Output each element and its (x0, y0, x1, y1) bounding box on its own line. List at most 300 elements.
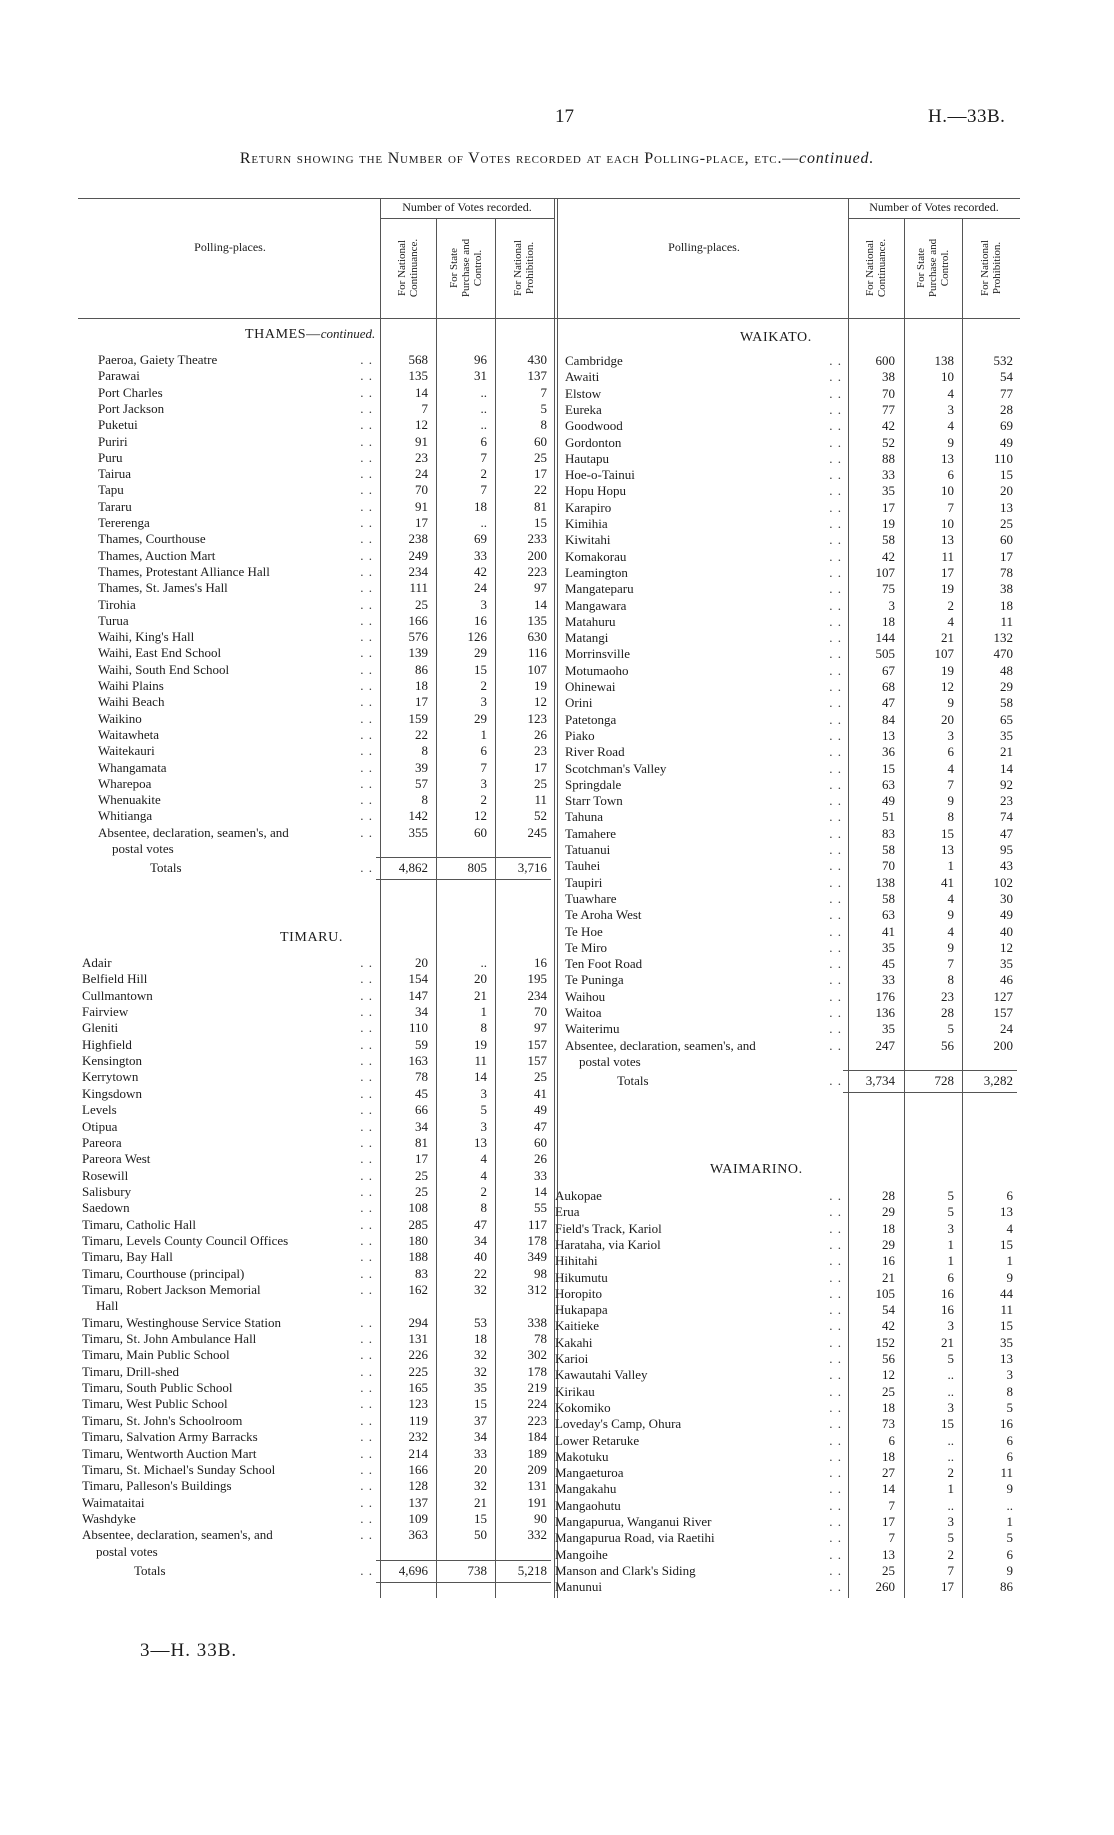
table-row (98, 515, 547, 531)
continuance-votes: 42 (882, 548, 895, 564)
table-row (82, 1396, 547, 1412)
state-control-votes: 2 (480, 792, 487, 808)
continuance-votes: 568 (408, 352, 428, 367)
prohibition-votes: 470 (993, 646, 1013, 662)
leader-dots: . . (829, 467, 842, 483)
table-row (98, 792, 547, 808)
table-row (98, 841, 547, 857)
continuance-votes: 23 (415, 449, 428, 465)
leader-dots: . . (829, 1204, 842, 1220)
leader-dots: . . (360, 449, 373, 465)
continuance-votes: 105 (875, 1285, 895, 1301)
prohibition-votes: 5 (540, 400, 547, 416)
continuance-votes: 137 (408, 1494, 428, 1510)
polling-place-name: Thames, St. James's Hall (98, 580, 228, 596)
continuance-votes: 58 (882, 842, 895, 857)
state-control-votes: 15 (474, 1510, 487, 1526)
leader-dots: . . (829, 369, 842, 385)
polling-place-name: Tapu (98, 482, 124, 498)
polling-place-name: Turua (98, 612, 129, 628)
table-row (98, 499, 547, 515)
prohibition-votes: 332 (527, 1527, 547, 1543)
waikato-totals-rule-top (843, 1070, 1017, 1071)
state-control-votes: 3 (480, 1085, 487, 1101)
state-control-votes: .. (480, 955, 487, 970)
table-row (565, 1054, 1013, 1070)
prohibition-votes: 35 (1000, 727, 1013, 743)
prohibition-votes: 9 (1006, 1481, 1013, 1497)
continuance-votes: 144 (875, 630, 895, 646)
continuance-votes: 505 (875, 646, 895, 662)
state-control-votes: 29 (474, 645, 487, 661)
prohibition-votes: 14 (534, 1183, 547, 1199)
state-control-votes: 13 (941, 450, 954, 466)
polling-place-name: Field's Track, Kariol (555, 1220, 662, 1236)
state-control-votes: 21 (474, 987, 487, 1003)
polling-place-name: Puketui (98, 417, 138, 433)
continuance-votes: 107 (875, 564, 895, 580)
polling-place-name: Saedown (82, 1200, 130, 1216)
prohibition-votes: 116 (527, 645, 547, 661)
continuance-votes: 75 (882, 581, 895, 597)
polling-place-name: Timaru, St. John Ambulance Hall (82, 1331, 257, 1347)
table-row (565, 500, 1013, 516)
continuance-votes: 18 (882, 613, 895, 629)
prohibition-votes: 18 (1000, 597, 1013, 613)
leader-dots: . . (829, 776, 842, 792)
prohibition-votes: 78 (534, 1331, 547, 1347)
table-row (82, 1135, 547, 1151)
prohibition-votes: 3,716 (517, 860, 547, 876)
polling-place-name: Morrinsville (565, 646, 630, 662)
continuance-votes: 63 (882, 907, 895, 923)
prohibition-votes: 26 (534, 726, 547, 742)
leader-dots: . . (360, 694, 373, 710)
prohibition-votes: 69 (1000, 418, 1013, 434)
state-control-votes: 4 (947, 613, 954, 629)
table-row (82, 1282, 547, 1298)
polling-place-name: postal votes (579, 1053, 641, 1069)
polling-place-name: Waihou (565, 988, 606, 1004)
continuance-votes: 70 (415, 482, 428, 498)
prohibition-votes: 49 (1000, 434, 1013, 450)
state-control-votes: 3 (480, 775, 487, 791)
state-control-votes: .. (480, 417, 487, 433)
polling-place-name: Thames, Courthouse (98, 531, 206, 547)
polling-place-name: Mangakahu (555, 1481, 617, 1497)
table-row (565, 369, 1013, 385)
continuance-votes: 25 (415, 596, 428, 612)
table-row (565, 435, 1013, 451)
prohibition-votes: 245 (527, 824, 547, 840)
leader-dots: . . (360, 515, 373, 530)
prohibition-votes: 60 (534, 1134, 547, 1150)
state-control-votes: 5 (947, 1021, 954, 1037)
continuance-votes: 238 (408, 531, 428, 547)
table-row (82, 1446, 547, 1462)
polling-place-name: Whenuakite (98, 792, 161, 808)
table-row (565, 891, 1013, 907)
prohibition-votes: 11 (1000, 1465, 1013, 1481)
table-row (565, 614, 1013, 630)
table-row (82, 1315, 547, 1331)
state-control-votes: 18 (474, 498, 487, 514)
continuance-votes: 176 (875, 988, 895, 1004)
state-control-votes: 126 (467, 629, 487, 645)
table-row (98, 825, 547, 841)
leader-dots: . . (829, 1220, 842, 1236)
continuance-votes: 131 (408, 1331, 428, 1347)
state-control-votes: 12 (474, 808, 487, 824)
prohibition-votes: 157 (527, 1053, 547, 1069)
polling-place-name: Tauhei (565, 858, 601, 874)
leader-dots: . . (829, 727, 842, 743)
leader-dots: . . (360, 1118, 373, 1134)
table-row (82, 1168, 547, 1184)
leader-dots: . . (360, 792, 373, 808)
leader-dots: . . (829, 353, 842, 368)
prohibition-votes: 1 (1006, 1253, 1013, 1269)
table-row (565, 875, 1013, 891)
leader-dots: . . (829, 890, 842, 906)
table-row (565, 809, 1013, 825)
leader-dots: . . (829, 1546, 842, 1562)
prohibition-votes: 98 (534, 1265, 547, 1281)
state-control-votes: .. (947, 1367, 954, 1383)
continuance-votes: 38 (882, 369, 895, 385)
state-control-votes: 6 (947, 744, 954, 760)
table-row (98, 385, 547, 401)
prohibition-votes: 15 (534, 515, 547, 530)
table-row (565, 549, 1013, 565)
polling-place-name: Kerrytown (82, 1069, 139, 1085)
prohibition-votes: 30 (1000, 890, 1013, 906)
state-control-votes: 3 (947, 1399, 954, 1415)
polling-place-name: Waihi, East End School (98, 645, 222, 661)
state-control-votes: 41 (941, 874, 954, 890)
continuance-votes: 20 (415, 955, 428, 970)
polling-place-name: Port Jackson (98, 400, 165, 416)
prohibition-votes: 35 (1000, 1334, 1013, 1350)
prohibition-votes: 135 (527, 612, 547, 628)
table-row (555, 1253, 1013, 1269)
continuance-votes: 18 (882, 1399, 895, 1415)
prohibition-votes: 3 (1006, 1367, 1013, 1383)
state-control-votes: 4 (480, 1151, 487, 1167)
prohibition-votes: 8 (540, 417, 547, 433)
polling-place-name: Absentee, declaration, seamen's, and (98, 824, 289, 840)
table-row (565, 483, 1013, 499)
polling-place-name: Horopito (555, 1285, 602, 1301)
leader-dots: . . (829, 1351, 842, 1366)
table-row (82, 955, 547, 971)
polling-place-name: Kiwitahi (565, 532, 611, 548)
right-votes-header: Number of Votes recorded. (869, 200, 999, 214)
table-row (565, 972, 1013, 988)
prohibition-votes: 338 (527, 1314, 547, 1330)
continuance-votes: 4,862 (398, 860, 428, 876)
polling-place-name: Starr Town (565, 793, 623, 809)
timaru-totals-rule-top (376, 1560, 551, 1561)
prohibition-votes: 47 (1000, 825, 1013, 841)
continuance-votes: 86 (415, 661, 428, 677)
leader-dots: . . (829, 1514, 842, 1529)
table-row (555, 1270, 1013, 1286)
table-row (555, 1449, 1013, 1465)
state-control-votes: 5 (947, 1530, 954, 1546)
prohibition-votes: 127 (993, 988, 1013, 1004)
continuance-votes: 600 (875, 353, 895, 368)
polling-place-name: Te Miro (565, 939, 608, 955)
polling-place-name: Komakorau (565, 548, 627, 564)
prohibition-votes: 7 (540, 384, 547, 400)
leader-dots: . . (360, 629, 373, 645)
leader-dots: . . (829, 564, 842, 580)
continuance-votes: 3,734 (865, 1073, 895, 1089)
table-row (98, 808, 547, 824)
table-row (565, 777, 1013, 793)
leader-dots: . . (360, 1380, 373, 1396)
state-control-votes: 2 (480, 678, 487, 693)
prohibition-votes: 16 (534, 955, 547, 970)
state-control-votes: 33 (474, 547, 487, 563)
timaru-totals-row (82, 1563, 547, 1579)
prohibition-votes: 12 (534, 694, 547, 710)
polling-place-name: Parawai (98, 368, 140, 384)
state-control-votes: 21 (941, 1334, 954, 1350)
polling-place-name: Whitianga (98, 808, 153, 824)
leader-dots: . . (360, 726, 373, 742)
continuance-votes: 136 (875, 1005, 895, 1020)
leader-dots: . . (829, 401, 842, 417)
continuance-votes: 88 (882, 450, 895, 466)
prohibition-votes: 49 (1000, 907, 1013, 923)
state-control-votes: 5 (480, 1102, 487, 1118)
polling-place-name: Mangaohutu (555, 1497, 621, 1513)
polling-place-name: Te Aroha West (565, 907, 642, 923)
continuance-votes: 17 (415, 694, 428, 710)
prohibition-votes: 223 (527, 563, 547, 579)
polling-place-name: Thames, Protestant Alliance Hall (98, 563, 270, 579)
prohibition-votes: 52 (534, 808, 547, 824)
continuance-votes: 58 (882, 532, 895, 548)
leader-dots: . . (360, 808, 373, 824)
polling-place-name: Waitekauri (98, 743, 155, 759)
prohibition-votes: 117 (527, 1216, 547, 1232)
continuance-votes: 285 (408, 1216, 428, 1232)
table-row (565, 402, 1013, 418)
polling-place-name: Mangapurua, Wanganui River (555, 1514, 712, 1529)
leader-dots: . . (360, 596, 373, 612)
leader-dots: . . (360, 743, 373, 759)
table-row (555, 1547, 1013, 1563)
continuance-votes: 51 (882, 809, 895, 825)
leader-dots: . . (829, 1465, 842, 1481)
prohibition-votes: 97 (534, 580, 547, 596)
leader-dots: . . (360, 971, 373, 987)
state-control-votes: 96 (474, 352, 487, 367)
state-control-votes: 20 (474, 971, 487, 987)
continuance-votes: 123 (408, 1396, 428, 1412)
prohibition-votes: 95 (1000, 842, 1013, 857)
prohibition-votes: 40 (1000, 923, 1013, 939)
table-row (82, 1298, 547, 1314)
state-control-votes: 7 (947, 1562, 954, 1578)
table-row (565, 353, 1013, 369)
waikato-totals-row (565, 1073, 1013, 1089)
state-control-votes: 32 (474, 1347, 487, 1363)
prohibition-votes: 74 (1000, 809, 1013, 825)
table-row (555, 1400, 1013, 1416)
continuance-votes: 363 (408, 1527, 428, 1543)
table-row (82, 1413, 547, 1429)
state-control-votes: 29 (474, 710, 487, 726)
continuance-votes: 63 (882, 776, 895, 792)
state-control-votes: 1 (947, 1236, 954, 1252)
polling-place-name: Mangaeturoa (555, 1465, 624, 1481)
continuance-votes: 52 (882, 434, 895, 450)
page-title (0, 150, 1114, 168)
polling-place-name: Te Puninga (565, 972, 624, 988)
leader-dots: . . (829, 956, 842, 972)
prohibition-votes: 19 (534, 678, 547, 693)
state-control-votes: 16 (941, 1285, 954, 1301)
table-row (565, 695, 1013, 711)
polling-place-name: Timaru, Robert Jackson Memorial (82, 1282, 261, 1297)
table-row (565, 516, 1013, 532)
state-control-votes: 4 (947, 923, 954, 939)
prohibition-votes: 14 (534, 596, 547, 612)
prohibition-votes: 15 (1000, 1318, 1013, 1334)
table-row (82, 1347, 547, 1363)
table-row (555, 1351, 1013, 1367)
title-suffix: continued. (799, 150, 875, 167)
state-control-votes: 3 (947, 1318, 954, 1334)
table-row (98, 368, 547, 384)
prohibition-votes: 9 (1006, 1269, 1013, 1285)
leader-dots: . . (360, 1445, 373, 1461)
polling-place-name: Hihitahi (555, 1253, 598, 1269)
leader-dots: . . (829, 1383, 842, 1399)
leader-dots: . . (360, 1461, 373, 1477)
polling-place-name: Timaru, Levels County Council Offices (82, 1232, 289, 1248)
table-row (82, 1266, 547, 1282)
leader-dots: . . (360, 824, 373, 840)
right-col3-header: For National Prohibition. (979, 240, 1003, 296)
table-row (555, 1514, 1013, 1530)
continuance-votes: 29 (882, 1204, 895, 1220)
state-control-votes: .. (480, 384, 487, 400)
polling-place-name: Timaru, West Public School (82, 1396, 228, 1412)
leader-dots: . . (829, 907, 842, 923)
polling-place-name: Piako (565, 727, 595, 743)
right-votes-header-rule (848, 218, 1020, 219)
polling-place-name: Wharepoa (98, 775, 152, 791)
continuance-votes: 13 (882, 1546, 895, 1562)
prohibition-votes: 55 (534, 1200, 547, 1216)
state-control-votes: 35 (474, 1380, 487, 1396)
state-control-votes: 6 (480, 433, 487, 449)
polling-place-name: Thames, Auction Mart (98, 547, 216, 563)
prohibition-votes: 200 (527, 547, 547, 563)
continuance-votes: 33 (882, 467, 895, 483)
title-text: Return showing the Number of Votes recorded at each Polling-place, etc.— (239, 150, 800, 167)
leader-dots: . . (829, 1579, 842, 1595)
table-row (555, 1237, 1013, 1253)
polling-place-name: Timaru, South Public School (82, 1380, 233, 1396)
leader-dots: . . (360, 1562, 373, 1578)
state-control-votes: 4 (947, 760, 954, 776)
continuance-votes: 22 (415, 726, 428, 742)
state-control-votes: .. (947, 1497, 954, 1513)
continuance-votes: 247 (875, 1037, 895, 1053)
leader-dots: . . (829, 1005, 842, 1020)
state-control-votes: .. (480, 400, 487, 416)
leader-dots: . . (829, 483, 842, 499)
continuance-votes: 91 (415, 433, 428, 449)
table-row (555, 1563, 1013, 1579)
table-row (555, 1204, 1013, 1220)
state-control-votes: 10 (941, 516, 954, 531)
prohibition-votes: 195 (527, 971, 547, 987)
continuance-votes: 45 (415, 1085, 428, 1101)
table-row (565, 728, 1013, 744)
leader-dots: . . (829, 1497, 842, 1513)
table-row (98, 629, 547, 645)
continuance-votes: 18 (415, 678, 428, 693)
leader-dots: . . (360, 1216, 373, 1232)
polling-place-name: Rosewill (82, 1167, 129, 1183)
prohibition-votes: 5 (1006, 1399, 1013, 1415)
state-control-votes: 4 (947, 418, 954, 434)
table-row (565, 532, 1013, 548)
leader-dots: . . (829, 939, 842, 955)
polling-place-name: Port Charles (98, 384, 163, 400)
polling-place-name: Awaiti (565, 369, 600, 385)
prohibition-votes: 23 (1000, 793, 1013, 809)
left-votes-header: Number of Votes recorded. (402, 200, 532, 214)
prohibition-votes: 1 (1006, 1514, 1013, 1529)
leader-dots: . . (829, 630, 842, 646)
continuance-votes: 18 (882, 1448, 895, 1464)
leader-dots: . . (829, 858, 842, 874)
state-control-votes: 9 (947, 793, 954, 809)
leader-dots: . . (360, 759, 373, 775)
polling-place-name: Timaru, Wentworth Auction Mart (82, 1445, 257, 1461)
leader-dots: . . (360, 563, 373, 579)
state-control-votes: .. (480, 515, 487, 530)
table-row (98, 434, 547, 450)
state-control-votes: 16 (474, 612, 487, 628)
state-control-votes: 60 (474, 824, 487, 840)
leader-dots: . . (829, 825, 842, 841)
state-control-votes: 3 (947, 1514, 954, 1529)
table-row (82, 1495, 547, 1511)
timaru-section-title: TIMARU. (280, 930, 343, 945)
prohibition-votes: 191 (527, 1494, 547, 1510)
prohibition-votes: 38 (1000, 581, 1013, 597)
polling-place-name: Adair (82, 955, 112, 970)
leader-dots: . . (829, 1073, 842, 1089)
continuance-votes: 159 (408, 710, 428, 726)
polling-place-name: Tairua (98, 466, 132, 482)
prohibition-votes: 13 (1000, 1351, 1013, 1366)
state-control-votes: 34 (474, 1429, 487, 1445)
polling-place-name: Waitawheta (98, 726, 160, 742)
polling-place-name: Levels (82, 1102, 117, 1118)
state-control-votes: 4 (947, 385, 954, 401)
leader-dots: . . (829, 1302, 842, 1318)
